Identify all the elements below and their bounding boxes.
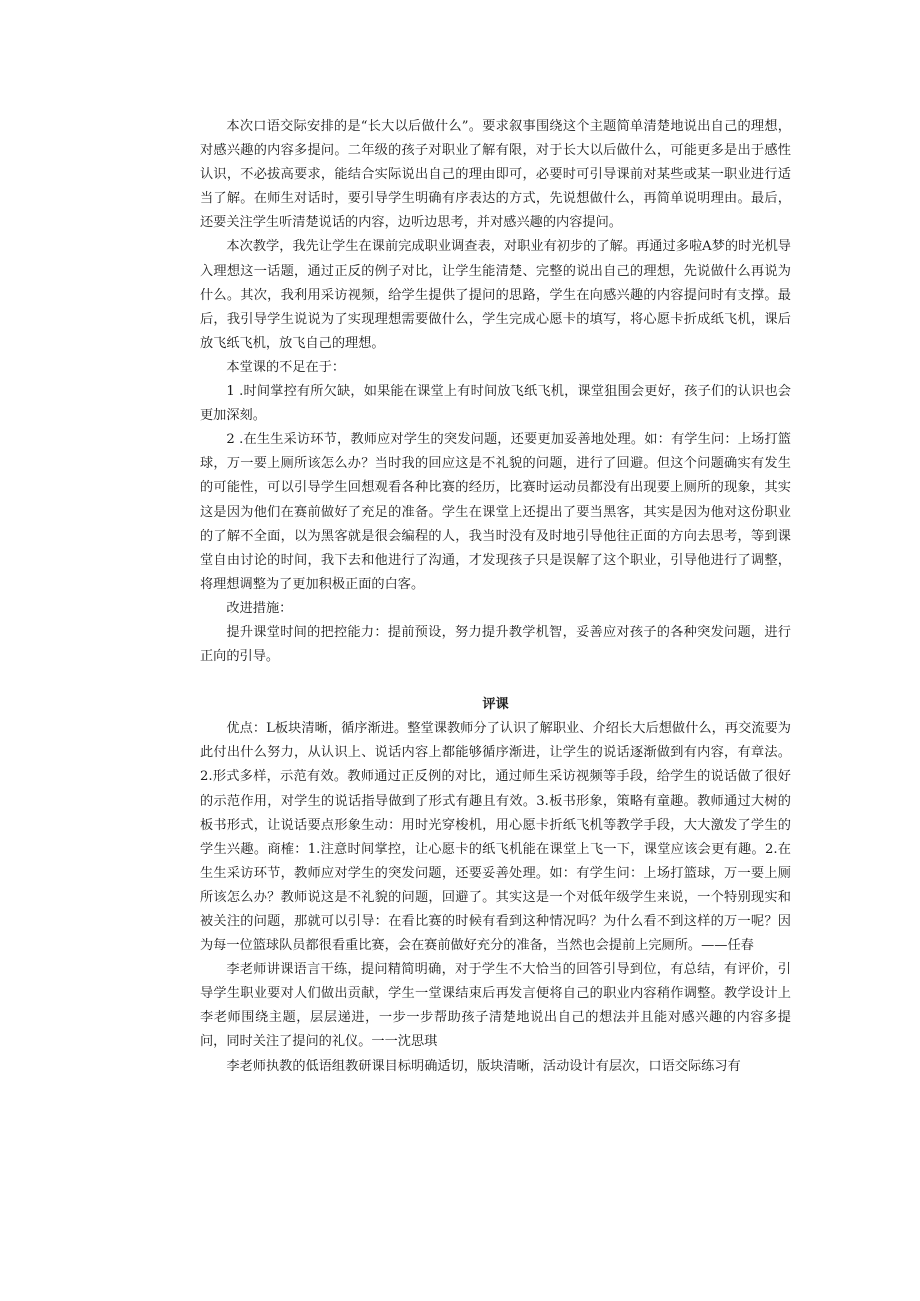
shortcoming-item-1: 1 .时间掌控有所欠缺，如果能在课堂上有时间放飞纸飞机，课堂狙围会更好，孩子们的认识也会更加深刻。	[200, 384, 791, 424]
review-heading: 评课	[482, 697, 509, 713]
shortcomings-label: 本堂课的不足在于：	[226, 359, 346, 375]
review-paragraph-2: 李老师讲课语言干练，提问精简明确，对于学生不大恰当的回答引导到位，有总结，有评价，引导学生职业要对人们做出贡献，学生一堂课结束后再发言便将自己的职业内容稍作调整。教学设计上李老师围绕主题，层层递进，一步一步帮助孩子清楚地说出自己的想法并且能对感兴趣的内容多提问，同时关注了提问的礼仪。一一沈思琪	[200, 962, 791, 1050]
review-paragraph-1: 优点：L板块清晰，循序渐进。整堂课教师分了认识了解职业、介绍长大后想做什么，再交流要为此付出什么努力，从认识上、说话内容上都能够循序渐进，让学生的说话逐渐做到有内容，有章法。2.形式多样，示范有效。教师通过正反例的对比，通过师生采访视频等手段，给学生的说话做了很好的示范作用，对学生的说话指导做到了形式有趣且有效。3.板书形象，策略有童趣。教师通过大树的板书形式，让说话要点形象生动：用时光穿梭机，用心愿卡折纸飞机等教学手段，大大激发了学生的学生兴趣。商榷：1.注意时间掌控，让心愿卡的纸飞机能在课堂上飞一下，课堂应该会更有趣。2.在生生采访环节，教师应对学生的突发问题，还要妥善处理。如：有学生问：上场打篮球，万一要上厕所该怎么办？教师说这是不礼貌的问题，回避了。其实这是一个对低年级学生来说，一个特别现实和被关注的问题，那就可以引导：在看比赛的时候有看到这种情况吗？为什么看不到这样的万一呢？因为每一位篮球队员都很看重比赛，会在赛前做好充分的准备，当然也会提前上完厕所。——任春	[200, 721, 791, 954]
measures-label: 改进措施：	[226, 600, 293, 616]
reflection-paragraph-1: 本次口语交际安排的是“长大以后做什么”。要求叙事围绕这个主题简单清楚地说出自己的理想，对感兴趣的内容多提问。二年级的孩子对职业了解有限，对于长大以后做什么，可能更多是出于感性认识，不必拔高要求，能结合实际说出自己的理由即可，必要时可引导课前对某些或某一职业进行适当了解。在师生对话时，要引导学生明确有序表达的方式，先说想做什么，再简单说明理由。最后，还要关注学生听清楚说话的内容，边听边思考，并对感兴趣的内容提问。	[200, 119, 791, 231]
reflection-paragraph-2: 本次教学，我先让学生在课前完成职业调查表，对职业有初步的了解。再通过多啦A梦的时光机导入理想这一话题，通过正反的例子对比，让学生能清楚、完整的说出自己的理想，先说做什么再说为什么。其次，我利用采访视频，给学生提供了提问的思路，学生在向感兴趣的内容提问时有支撑。最后，我引导学生说说为了实现理想需要做什么，学生完成心愿卡的填写，将心愿卡折成纸飞机，课后放飞纸飞机，放飞自己的理想。	[200, 239, 791, 351]
shortcoming-item-2: 2 .在生生采访环节，教师应对学生的突发问题，还要更加妥善地处理。如：有学生问：上场打篮球，万一要上厕所该怎么办？当时我的回应这是不礼貌的问题，进行了回避。但这个问题确实有发生的可能性，可以引导学生回想观看各种比赛的经历，比赛时运动员都没有出现要上厕所的现象，其实这是因为他们在赛前做好了充足的准备。学生在课堂上还提出了要当黑客，其实是因为他对这份职业的了解不全面，以为黑客就是很会编程的人，我当时没有及时地引导他往正面的方向去思考，等到课堂自由讨论的时间，我下去和他进行了沟通，才发现孩子只是误解了这个职业，引导他进行了调整，将理想调整为了更加积极正面的白客。	[200, 432, 791, 592]
review-paragraph-3: 李老师执教的低语组教研课目标明确适切，版块清晰，活动设计有层次，口语交际练习有	[226, 1058, 741, 1074]
document-page	[200, 115, 791, 1079]
measures-paragraph: 提升课堂时间的把控能力：提前预设，努力提升教学机智，妥善应对孩子的各种突发问题，进行正向的引导。	[200, 624, 791, 665]
